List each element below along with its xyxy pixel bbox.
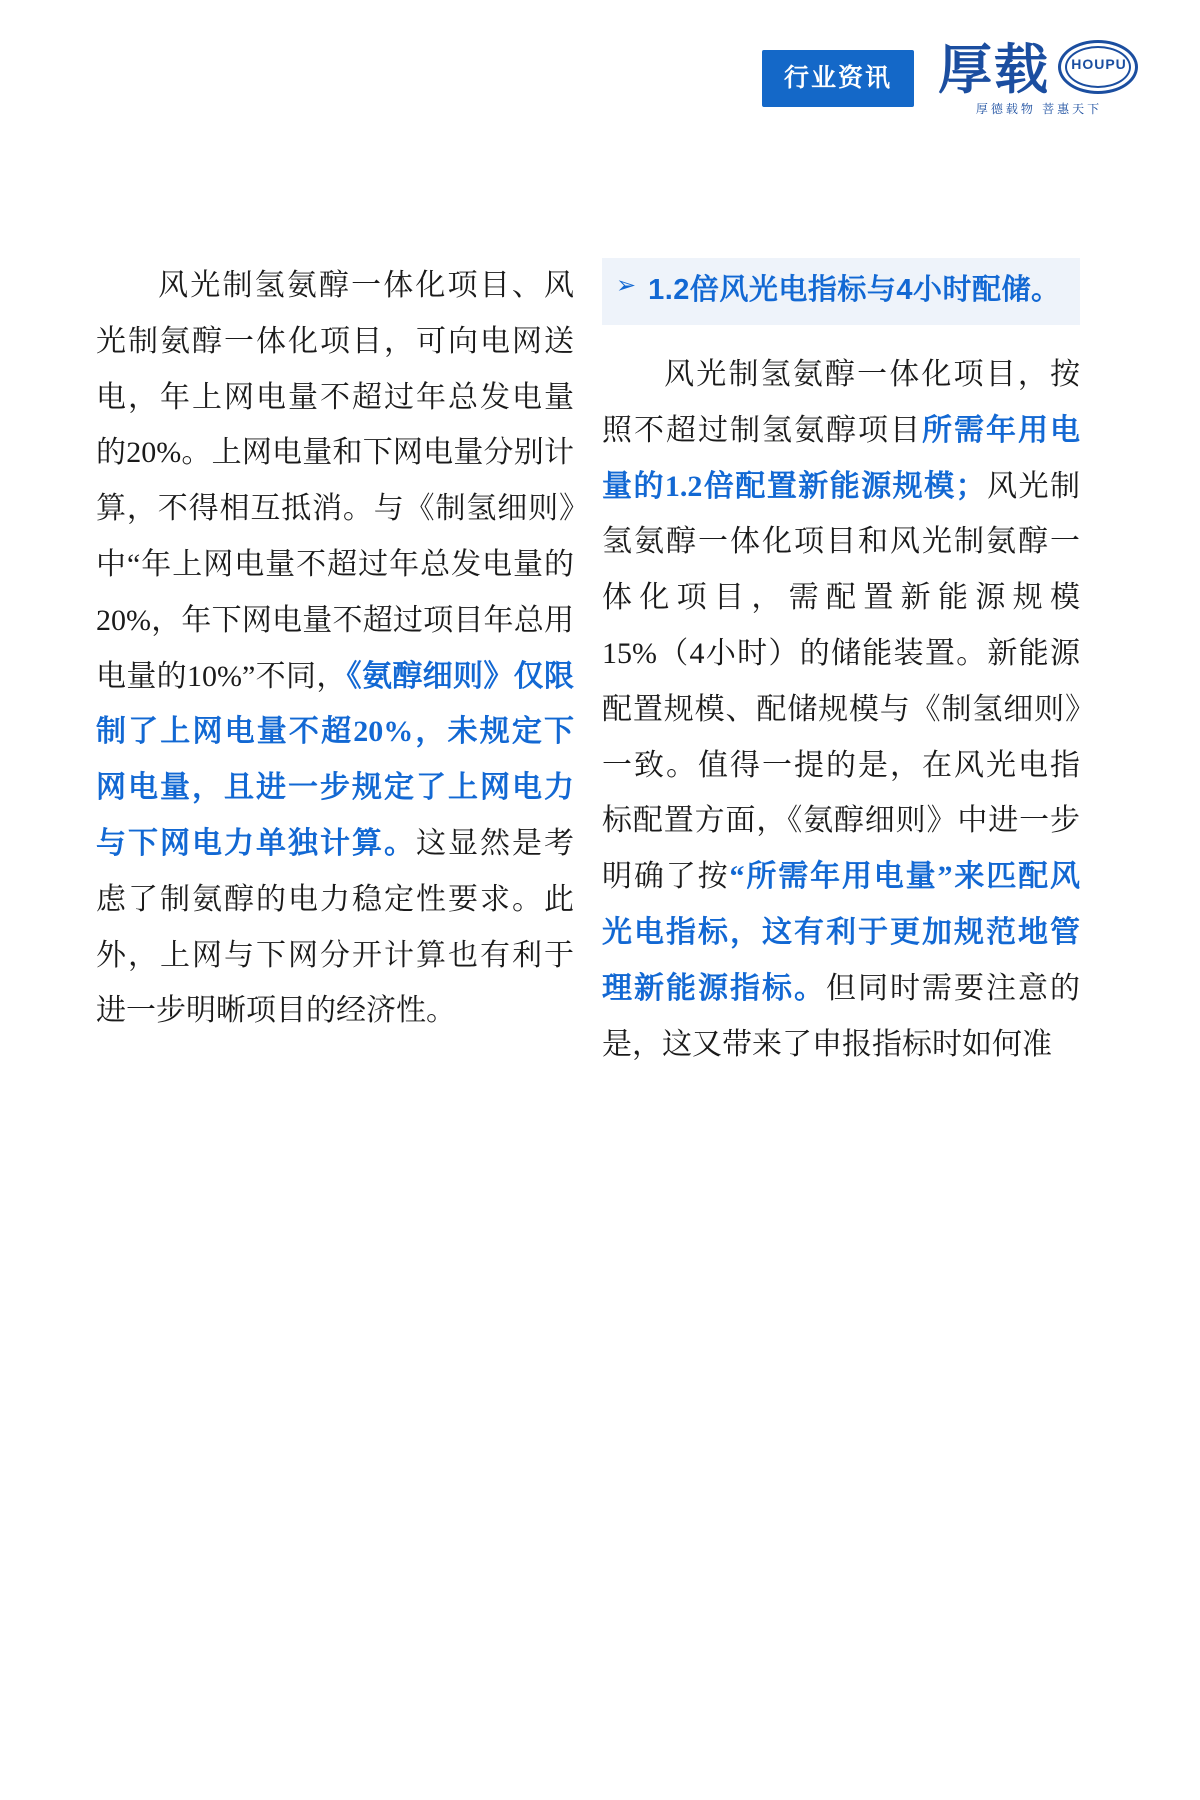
right-paragraph [602,347,1080,1072]
text-run: 但同时需要注意的是，这又带来了申报指标时如何准 [602,971,1080,1061]
logo-main [938,39,1140,100]
text-run: 风光制氢氨醇一体化项目和风光制氨醇一体化项目，需配置新能源规模15%（4小时）的储能装置。新能源配置规模、配储规模与《制氢细则》一致。值得一提的是，在风光电指标配置方面，《氨醇细则》中进一步明确了按 [602,469,1081,894]
logo-slogan: 厚德载物 菩惠天下 [975,102,1103,116]
text-run: 风光制氢氨醇一体化项目、风光制氨醇一体化项目，可向电网送电，年上网电量不超过年总发电量的20%。上网电量和下网电量分别计算，不得相互抵消。与《制氢细则》中“年上网电量不超过年总发电量的20%，年下网电量不超过项目年总用电量的10%”不同， [96,269,574,693]
left-column [96,258,574,1072]
article-body [96,258,1106,1072]
page-header [762,40,1140,117]
logo-wordmark: 厚载 [938,39,1050,100]
brand-logo [938,40,1140,117]
text-run: 风光制氢氨醇一体化项目，按照不超过制氢氨醇项目 [602,357,1080,447]
logo-emblem-icon [1058,40,1140,96]
logo-badge-text: HOUPU [1071,56,1127,72]
category-badge: 行业资讯 [762,50,914,107]
text-run-highlight: 所需年用电量的1.2倍配置新能源规模； [602,413,1080,503]
text-run: 这显然是考虑了制氨醇的电力稳定性要求。此外，上网与下网分开计算也有利于进一步明晰项目的经济性。 [96,826,574,1028]
text-run-highlight: “所需年用电量”来匹配风光电指标，这有利于更加规范地管理新能源指标。 [602,860,1081,1005]
bullet-arrow-icon: ➢ [616,272,637,299]
section-heading-callout [602,258,1080,325]
section-heading-text: 1.2倍风光电指标与4小时配储。 [648,274,1061,306]
left-paragraph [96,258,574,1039]
right-column [602,258,1080,1072]
text-run-highlight: 《氨醇细则》仅限制了上网电量不超20%，未规定下网电量，且进一步规定了上网电力与下网电力单独计算。 [96,659,574,860]
